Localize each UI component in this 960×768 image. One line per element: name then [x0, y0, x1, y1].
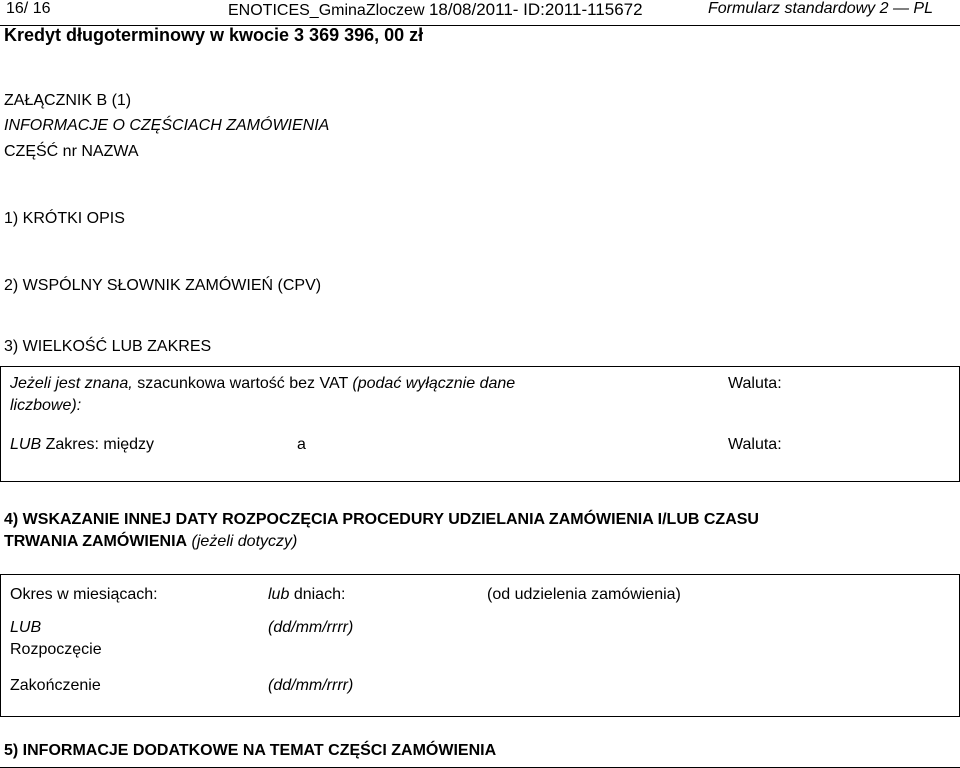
estimated-value-note: (podać wyłącznie dane [352, 375, 516, 392]
currency-label-2: Waluta: [728, 436, 782, 453]
days-label: dniach: [293, 586, 346, 603]
section-additional-info: 5) INFORMACJE DODATKOWE NA TEMAT CZĘŚCI ZAMÓWIENIA [4, 742, 497, 759]
from-award-label: (od udzielenia zamówienia) [487, 586, 681, 603]
section-duration-line2 [4, 533, 297, 551]
months-label: Okres w miesiącach: [10, 586, 158, 603]
currency-label-1: Waluta: [728, 375, 782, 392]
estimated-value-line2: liczbowe): [10, 397, 82, 414]
page-number: 16/ 16 [6, 0, 51, 17]
annex-subheading: INFORMACJE O CZĘŚCIACH ZAMÓWIENIA [4, 117, 330, 134]
start-date-format: (dd/mm/rrrr) [268, 619, 354, 636]
document-title: Kredyt długoterminowy w kwocie 3 369 396, 00 zł [4, 25, 424, 45]
annex-heading: ZAŁĄCZNIK B (1) [4, 92, 132, 109]
notice-prefix: ENOTICES_GminaZloczew [228, 2, 425, 19]
days-line [268, 586, 345, 604]
estimated-value-label: szacunkowa wartość bez VAT [137, 375, 348, 392]
part-name-label: NAZWA [81, 143, 139, 160]
part-number-label [4, 143, 139, 161]
or-label: lub [268, 586, 290, 603]
section-cpv: 2) WSPÓLNY SŁOWNIK ZAMÓWIEŃ (CPV) [4, 277, 322, 294]
estimated-value-intro: Jeżeli jest znana, [10, 375, 133, 392]
end-date-format: (dd/mm/rrrr) [268, 677, 354, 694]
notice-date-id: 18/08/2011- ID:2011-115672 [428, 0, 643, 19]
section-duration-note: (jeżeli dotyczy) [191, 533, 298, 550]
range-and-label: a [297, 436, 306, 453]
lub-label: LUB [10, 436, 42, 453]
end-label: Zakończenie [10, 677, 101, 694]
lub-label-2: LUB [10, 619, 42, 636]
range-label: Zakres: między [45, 436, 155, 453]
notice-id [228, 0, 643, 20]
start-label: Rozpoczęcie [10, 641, 102, 658]
section-duration-line1: 4) WSKAZANIE INNEJ DATY ROZPOCZĘCIA PROCEDURY UDZIELANIA ZAMÓWIENIA I/LUB CZASU [4, 511, 759, 528]
section-duration-title: TRWANIA ZAMÓWIENIA [4, 533, 188, 550]
section-short-description: 1) KRÓTKI OPIS [4, 210, 125, 227]
section-quantity-scope: 3) WIELKOŚĆ LUB ZAKRES [4, 338, 212, 355]
part-label: CZĘŚĆ nr [4, 143, 77, 160]
form-label: Formularz standardowy 2 — PL [708, 0, 933, 17]
range-line [10, 436, 154, 454]
estimated-value-line1 [10, 375, 515, 393]
page-header [0, 0, 960, 26]
